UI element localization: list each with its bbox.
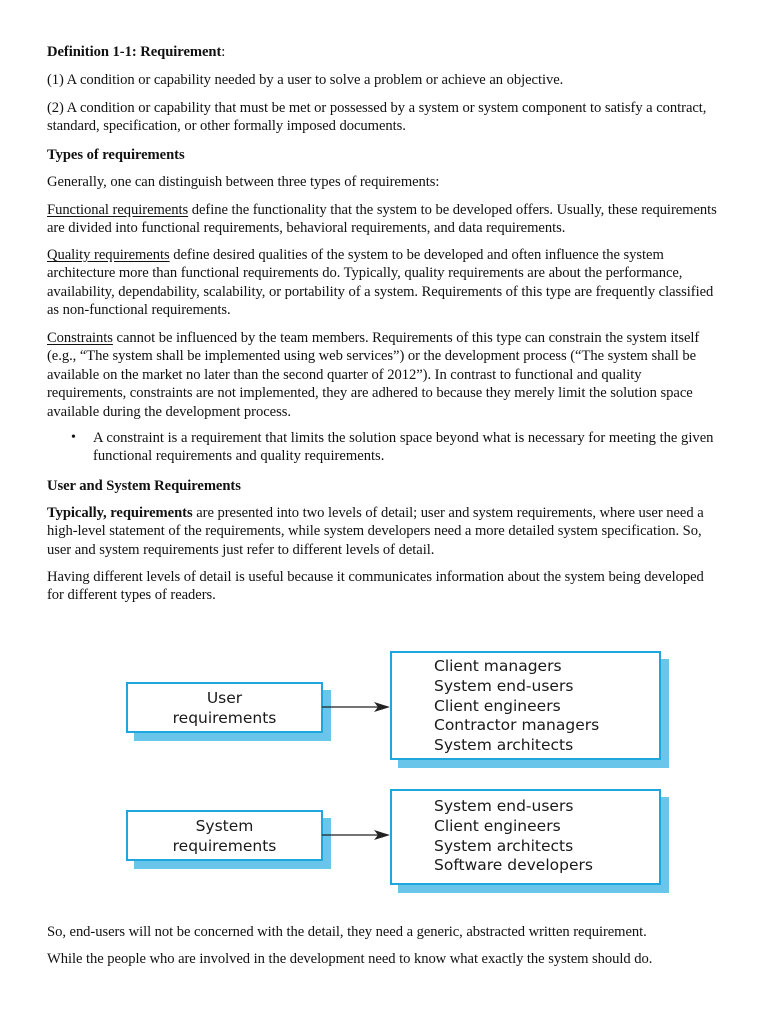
quality-term: Quality requirements xyxy=(47,247,170,263)
definition-title: Definition 1-1: Requirement xyxy=(47,44,222,60)
user-system-heading: User and System Requirements xyxy=(47,478,241,494)
constraints-term: Constraints xyxy=(47,330,113,346)
definition-heading: Definition 1-1: Requirement: xyxy=(47,44,226,60)
closing-line-2: While the people who are involved in the development need to know what exactly the system should do. xyxy=(47,951,653,967)
bullet-icon: • xyxy=(71,430,76,445)
levels-paragraph: Typically, requirements are presented into two levels of detail; user and system requirements, where user need a high-level statement of the requirements, while system developers need a more detailed system specification. So, user and system requirements just refer to different levels of detail. xyxy=(47,505,704,558)
bullet-text: A constraint is a requirement that limits the solution space beyond what is necessary for meeting the given functional requirements and quality requirements. xyxy=(93,430,714,465)
system-readers-box: System end-users Client engineers System architects Software developers xyxy=(390,789,661,885)
readers-paragraph: Having different levels of detail is useful because it communicates information about the system being developed for different types of readers. xyxy=(47,569,704,604)
types-intro: Generally, one can distinguish between three types of requirements: xyxy=(47,174,440,190)
definition-item-2: (2) A condition or capability that must be met or possessed by a system or system component to satisfy a contract, standard, specification, or other formally imposed documents. xyxy=(47,100,707,135)
functional-term: Functional requirements xyxy=(47,202,189,218)
user-requirements-box: User requirements xyxy=(126,682,323,733)
arrow-right-icon xyxy=(322,828,392,842)
functional-paragraph: Functional requirements define the functionality that the system to be developed offers. Usually, these requirements are divided into functional requirements, behavioral requirements, and data requirements. xyxy=(47,202,717,237)
constraints-paragraph: Constraints cannot be influenced by the team members. Requirements of this type can constrain the system itself (e.g., “The system shall be implemented using web services”) or the development process (“The system shall be available on the market no later than the second quarter of 2012”). In contrast to functional and quality requirements, constraints are not implemented, they are adhered to because they merely limit the solution space available during the development process. xyxy=(47,330,700,420)
arrow-right-icon xyxy=(322,700,392,714)
user-readers-box: Client managers System end-users Client engineers Contractor managers System architects xyxy=(390,651,661,760)
quality-paragraph: Quality requirements define desired qualities of the system to be developed and often influence the system architecture more than functional requirements do. Typically, quality requirements are about the performance, availability, dependability, scalability, or portability of a system. Requirements of this type are frequently classified as non-functional requirements. xyxy=(47,247,714,319)
system-requirements-box: System requirements xyxy=(126,810,323,861)
definition-item-1: (1) A condition or capability needed by a user to solve a problem or achieve an objective. xyxy=(47,72,564,88)
types-heading: Types of requirements xyxy=(47,147,185,163)
closing-line-1: So, end-users will not be concerned with the detail, they need a generic, abstracted written requirement. xyxy=(47,924,647,940)
